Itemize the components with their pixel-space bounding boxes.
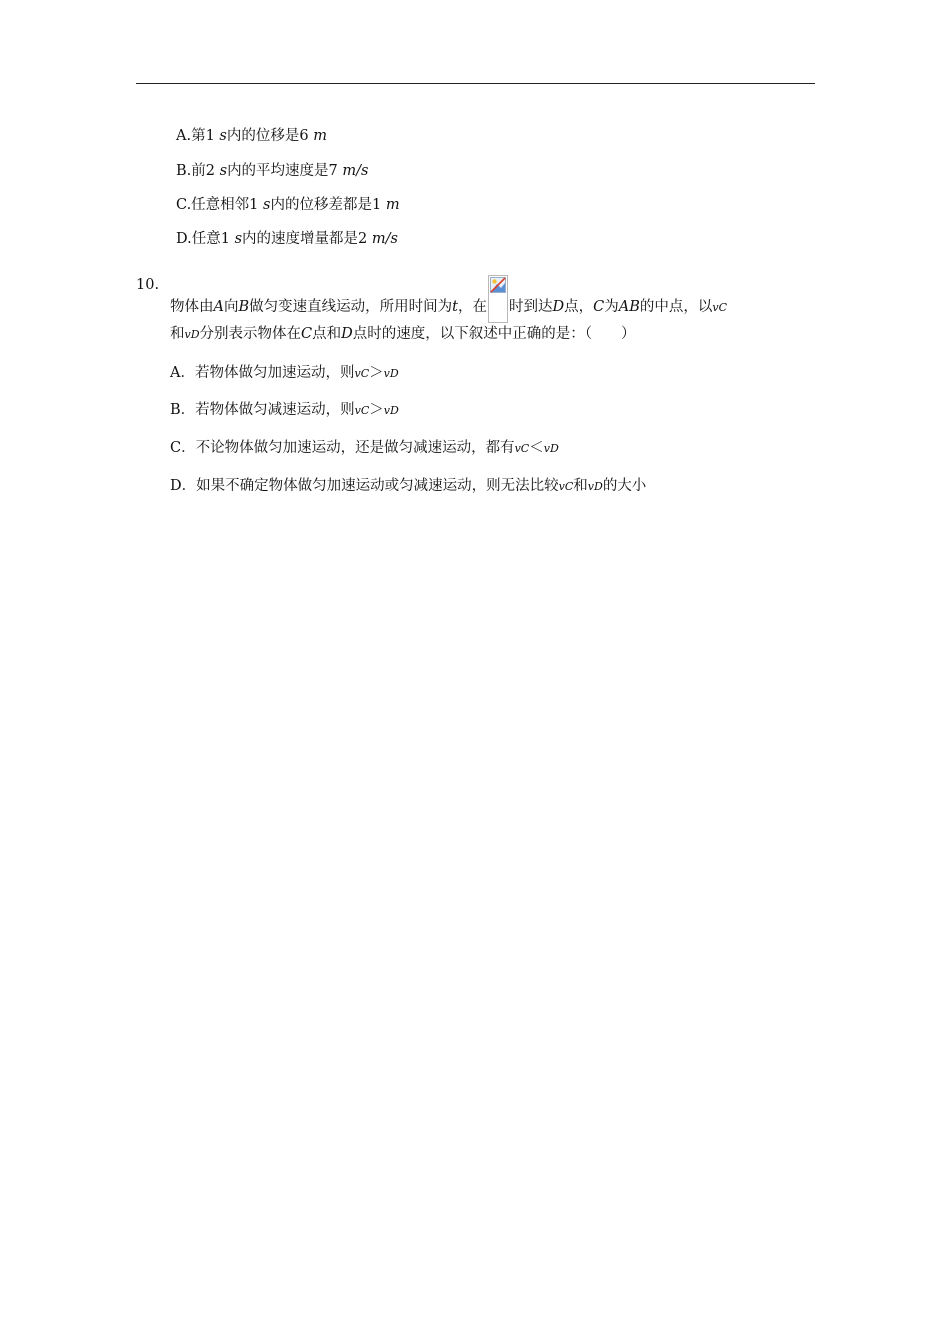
- option-label: B．若物体做匀减速运动，则: [170, 402, 355, 418]
- unit: m: [313, 128, 327, 144]
- option-label: 的大小: [602, 478, 647, 494]
- question-text: 分别表示物体在: [199, 326, 302, 342]
- question-text: 做匀变速直线运动，所用时间为: [249, 299, 453, 315]
- option-a: [170, 363, 399, 384]
- option-label: A．若物体做匀加速运动，则: [170, 365, 355, 381]
- option-text: 内的位移差都是1: [270, 197, 386, 213]
- unit: m/s: [371, 231, 398, 247]
- option-text: B.前2: [176, 163, 220, 179]
- question-text: 向: [223, 299, 239, 315]
- unit-s: s: [234, 231, 243, 247]
- option-c: [170, 438, 559, 459]
- option-label: 和: [573, 478, 588, 494]
- option-text: 内的位移是6: [226, 128, 314, 144]
- time-t: t: [452, 299, 458, 315]
- relation-symbol: ＜: [529, 440, 544, 456]
- velocity-vc: vC: [712, 301, 727, 314]
- velocity-vd: vD: [587, 480, 603, 493]
- question-text: 的中点，以: [639, 299, 713, 315]
- point-c: C: [301, 326, 313, 342]
- option-text: D.任意1: [176, 231, 235, 247]
- question-text: ，在: [457, 299, 487, 315]
- velocity-vd: vD: [383, 404, 399, 417]
- question-text: 为: [604, 299, 619, 315]
- unit: m: [385, 197, 400, 213]
- question-text: 点时的速度，以下叙述中正确的是：（ ）: [352, 326, 636, 342]
- option-label: C．不论物体做匀加速运动，还是做匀减速运动，都有: [170, 440, 515, 456]
- header-rule: [136, 83, 815, 84]
- option-label: D．如果不确定物体做匀加速运动或匀减速运动，则无法比较: [170, 478, 559, 494]
- question-text: 点，: [564, 299, 594, 315]
- question-text: 物体由: [170, 299, 214, 315]
- question-10-line-1: [170, 275, 727, 323]
- question-10-line-2: [170, 324, 636, 345]
- point-d: D: [552, 299, 565, 315]
- question-text: 时到达: [508, 299, 553, 315]
- velocity-vc: vC: [354, 404, 370, 417]
- option-text: 内的速度增量都是2: [242, 231, 372, 247]
- option-b-prev: [176, 161, 368, 181]
- velocity-vd: vD: [383, 367, 399, 380]
- broken-image-icon: [488, 275, 508, 323]
- relation-symbol: ＞: [369, 365, 384, 381]
- option-d-prev: [176, 229, 398, 249]
- point-b: B: [238, 299, 250, 315]
- option-a-prev: [176, 126, 327, 146]
- point-a: A: [213, 299, 224, 315]
- option-text: A.第1: [176, 128, 220, 144]
- velocity-vd: vD: [184, 328, 200, 341]
- question-number: 10.: [136, 277, 160, 293]
- question-text: 和: [170, 326, 185, 342]
- unit: m/s: [342, 163, 369, 179]
- point-c: C: [593, 299, 605, 315]
- option-b: [170, 400, 399, 421]
- option-d: [170, 476, 646, 497]
- velocity-vc: vC: [514, 442, 530, 455]
- point-d: D: [341, 326, 353, 342]
- relation-symbol: ＞: [369, 402, 384, 418]
- unit-s: s: [219, 163, 228, 179]
- velocity-vd: vD: [543, 442, 559, 455]
- segment-ab: AB: [618, 299, 640, 315]
- option-text: C.任意相邻1: [176, 197, 264, 213]
- unit-s: s: [263, 197, 271, 213]
- velocity-vc: vC: [354, 367, 370, 380]
- option-text: 内的平均速度是7: [227, 163, 343, 179]
- velocity-vc: vC: [558, 480, 574, 493]
- option-c-prev: [176, 195, 400, 215]
- unit-s: s: [219, 128, 227, 144]
- question-text: 点和: [312, 326, 342, 342]
